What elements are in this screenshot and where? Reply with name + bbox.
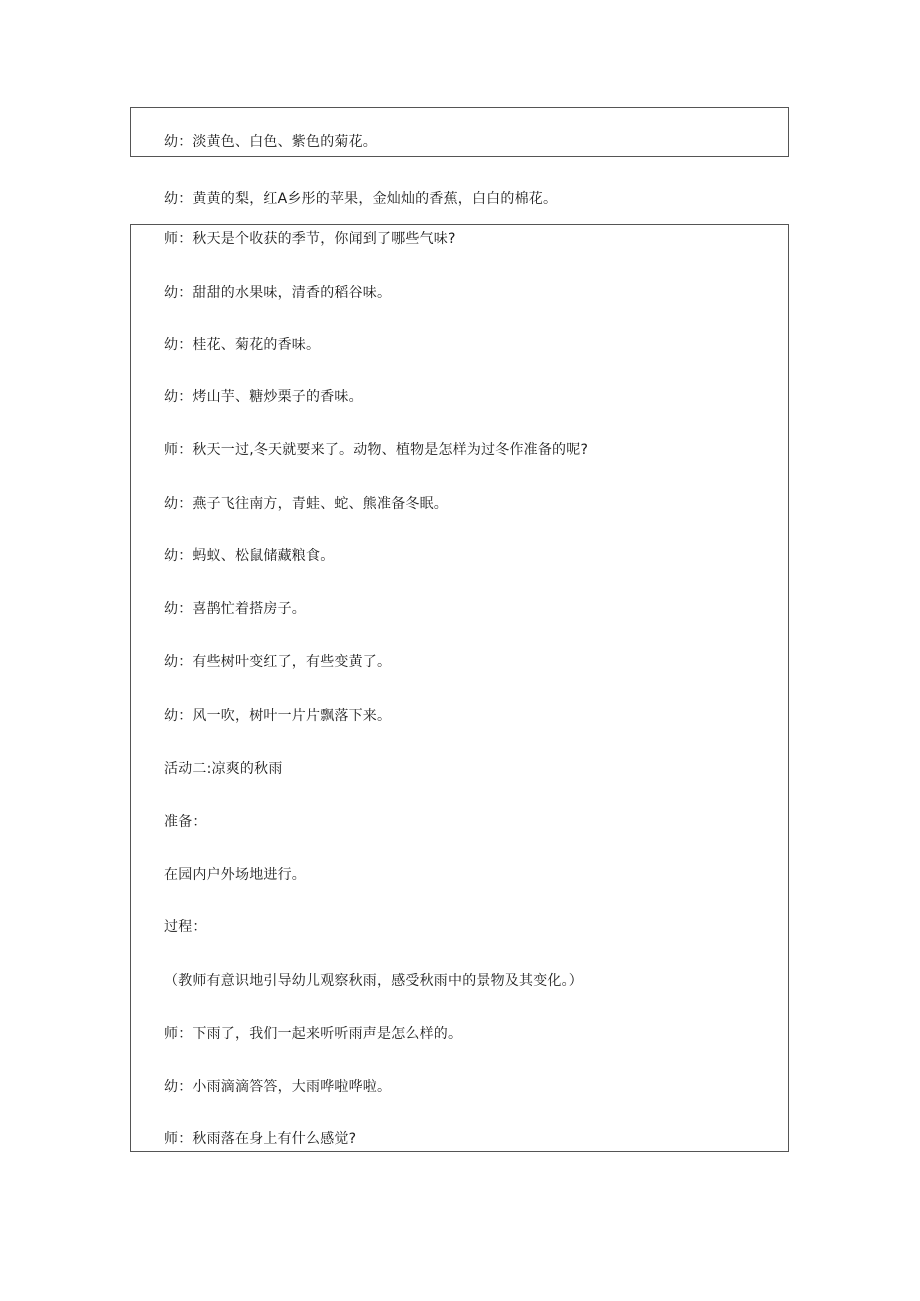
section-label: 准备：: [164, 814, 207, 830]
dialogue-line: 幼：燕子飞往南方，青蛙、蛇、熊准备冬眠。: [164, 496, 448, 512]
dialogue-line: 幼：烤山芋、糖炒栗子的香味。: [164, 389, 363, 405]
section-heading: 活动二:凉爽的秋雨: [164, 761, 283, 777]
paragraph-line: （教师有意识地引导幼儿观察秋雨，感受秋雨中的景物及其变化。）: [164, 973, 583, 989]
dialogue-line: 幼：小雨滴滴答答，大雨哗啦哗啦。: [164, 1079, 392, 1095]
dialogue-line: 师：秋雨落在身上有什么感觉?: [164, 1131, 357, 1147]
dialogue-line: 幼：桂花、菊花的香味。: [164, 337, 321, 353]
paragraph-line: 在园内户外场地进行。: [164, 867, 306, 883]
section-label: 过程：: [164, 919, 207, 935]
dialogue-line: 幼：淡黄色、白色、紫色的菊花。: [164, 134, 377, 150]
dialogue-line: 师：秋天一过,冬天就要来了。动物、植物是怎样为过冬作准备的呢?: [164, 442, 589, 458]
dialogue-line: 幼：有些树叶变红了，有些变黄了。: [164, 654, 392, 670]
table-cell-main: [130, 224, 789, 1152]
dialogue-line: 幼：蚂蚁、松鼠储藏粮食。: [164, 548, 335, 564]
dialogue-line: 幼：黄黄的梨，红A乡彤的苹果，金灿灿的香蕉，白白的棉花。: [164, 191, 558, 207]
dialogue-line: 师：秋天是个收获的季节，你闻到了哪些气味?: [164, 231, 456, 247]
dialogue-line: 幼：喜鹊忙着搭房子。: [164, 601, 306, 617]
dialogue-line: 幼：风一吹，树叶一片片飘落下来。: [164, 708, 392, 724]
dialogue-line: 幼：甜甜的水果味，清香的稻谷味。: [164, 285, 392, 301]
dialogue-line: 师：下雨了，我们一起来听听雨声是怎么样的。: [164, 1026, 463, 1042]
